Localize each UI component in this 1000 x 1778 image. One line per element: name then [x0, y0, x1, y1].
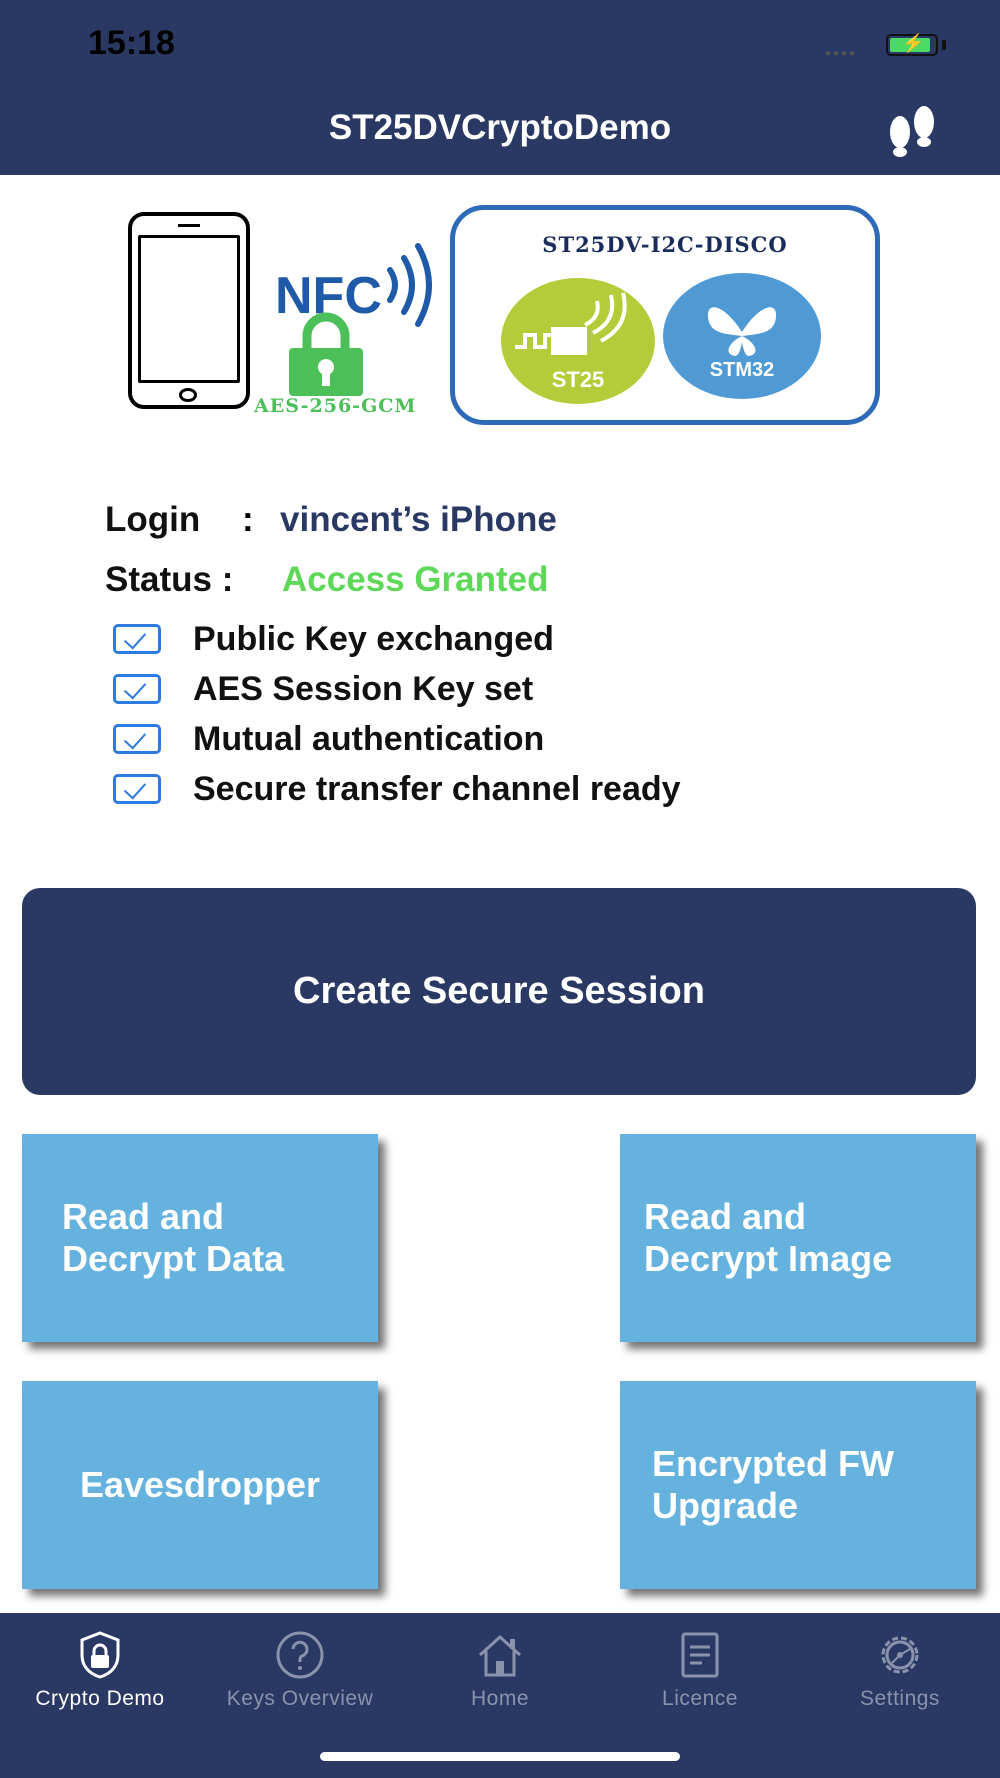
read-decrypt-image-button[interactable]: Read and Decrypt Image	[620, 1134, 976, 1342]
tab-keys-overview[interactable]	[200, 1613, 400, 1723]
status-row	[105, 560, 233, 600]
login-label: Login	[105, 500, 201, 539]
status-value: Access Granted	[282, 560, 549, 599]
navigation-header	[0, 0, 1000, 175]
tab-label: Settings	[860, 1687, 940, 1710]
tab-label: Licence	[662, 1687, 738, 1710]
tab-label: Keys Overview	[226, 1687, 374, 1710]
checklist-item	[113, 771, 681, 807]
tab-licence[interactable]	[600, 1613, 800, 1723]
tab-label: Crypto Demo	[35, 1687, 165, 1710]
gear-icon	[874, 1629, 926, 1681]
document-icon	[674, 1629, 726, 1681]
encrypted-fw-upgrade-button[interactable]: Encrypted FW Upgrade	[620, 1381, 976, 1589]
cellular-signal-icon: ●●●●	[825, 48, 858, 59]
read-decrypt-data-button[interactable]: Read and Decrypt Data	[22, 1134, 378, 1342]
checklist-item	[113, 621, 554, 657]
status-label: Status :	[105, 560, 234, 599]
login-colon: :	[242, 500, 254, 539]
login-row	[105, 500, 254, 540]
checkbox-checked-icon	[113, 724, 161, 754]
eavesdropper-button[interactable]: Eavesdropper	[22, 1381, 378, 1589]
tab-home[interactable]	[400, 1613, 600, 1723]
footprints-icon[interactable]	[882, 102, 944, 158]
charging-bolt-icon: ⚡	[902, 33, 925, 53]
board-title: ST25DV-I2C-DISCO	[542, 232, 788, 257]
board-frame	[450, 205, 880, 425]
status-bar-time: 15:18	[88, 24, 175, 62]
checkbox-checked-icon	[113, 624, 161, 654]
smartphone-icon	[128, 212, 250, 409]
phone-speaker	[178, 224, 200, 227]
nfc-crypto-illustration	[120, 200, 890, 430]
checklist-item-label: Secure transfer channel ready	[193, 769, 681, 808]
question-circle-icon	[274, 1629, 326, 1681]
phone-home-button	[179, 388, 197, 402]
house-icon	[474, 1629, 526, 1681]
shield-lock-icon	[74, 1629, 126, 1681]
login-value: vincent’s iPhone	[280, 500, 557, 539]
stm32-caption: STM32	[709, 359, 775, 381]
battery-icon	[886, 34, 938, 56]
padlock-icon	[285, 312, 367, 398]
st25-logo-icon	[501, 277, 655, 405]
tab-label: Home	[470, 1687, 530, 1710]
tab-settings[interactable]	[800, 1613, 1000, 1723]
checklist-item-label: AES Session Key set	[193, 669, 534, 708]
checklist-item-label: Mutual authentication	[193, 719, 545, 758]
phone-screen	[138, 235, 240, 383]
stm32-logo-icon	[663, 272, 821, 400]
checkbox-checked-icon	[113, 774, 161, 804]
aes-cipher-label: AES-256-GCM	[254, 395, 417, 417]
checklist-item	[113, 721, 544, 757]
checklist-item-label: Public Key exchanged	[193, 619, 554, 658]
nfc-waves-icon	[382, 240, 442, 330]
tab-crypto-demo[interactable]	[0, 1613, 200, 1723]
st25-caption: ST25	[551, 367, 605, 392]
checkbox-checked-icon	[113, 674, 161, 704]
home-indicator[interactable]	[320, 1752, 680, 1761]
page-title: ST25DVCryptoDemo	[328, 108, 672, 147]
checklist-item	[113, 671, 533, 707]
nfc-label: NFC	[275, 267, 382, 325]
battery-tip	[942, 40, 946, 50]
create-secure-session-button[interactable]: Create Secure Session	[22, 888, 976, 1095]
